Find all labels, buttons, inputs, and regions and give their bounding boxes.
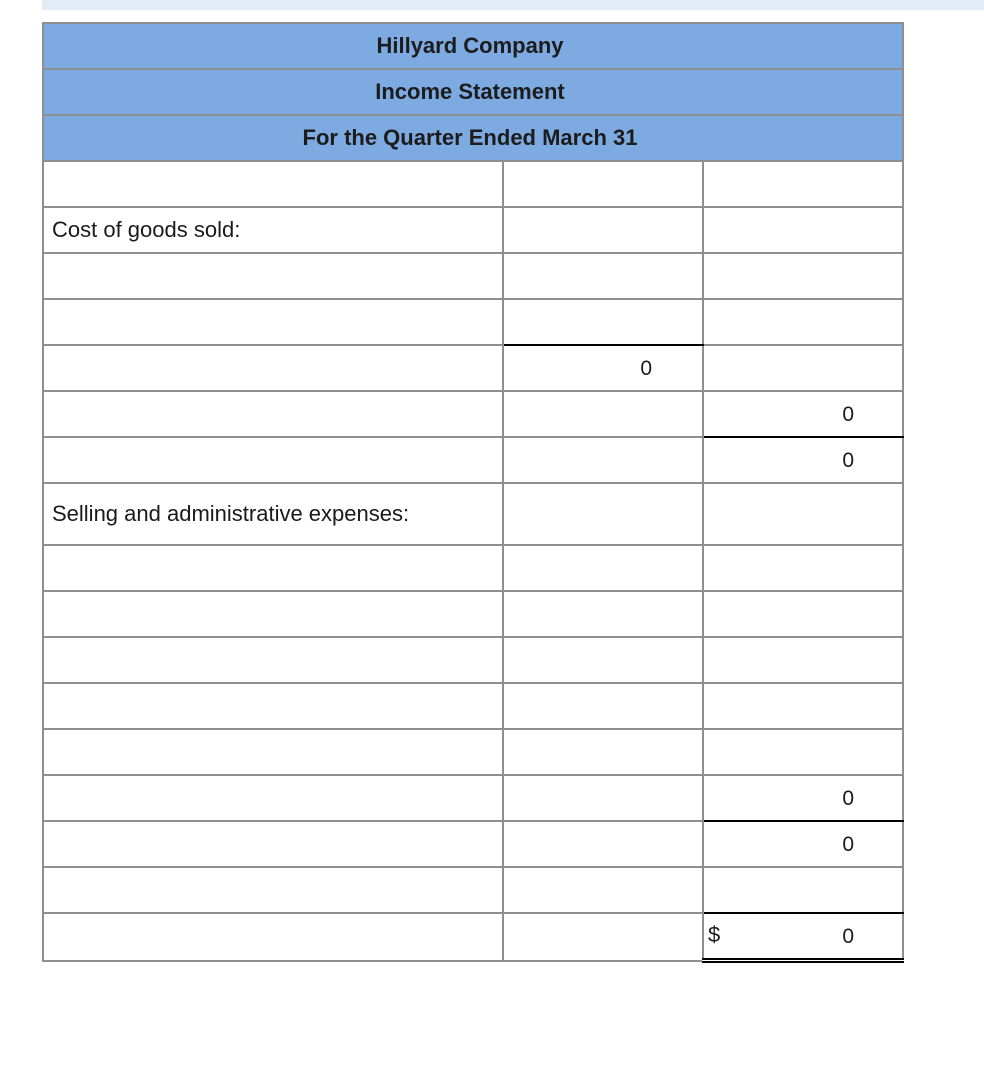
amount-input-col2[interactable] [503,913,703,961]
amount-input-col3[interactable] [703,545,903,591]
gross-margin-value: 0 [842,449,854,472]
amount-input-col2[interactable] [503,437,703,483]
amount-input-col3[interactable] [703,683,903,729]
currency-symbol: $ [708,922,721,947]
table-row [43,545,903,591]
amount-input-col2[interactable] [503,253,703,299]
amount-input-col2[interactable] [503,299,703,345]
amount-input-col3[interactable] [703,867,903,913]
label-input[interactable] [43,913,503,961]
label-input[interactable] [43,545,503,591]
label-input[interactable] [43,821,503,867]
header-row-period [43,115,903,161]
subtotal-value: 0 [640,357,652,380]
amount-input-col2[interactable] [503,207,703,253]
label-input[interactable] [43,729,503,775]
amount-input-col2[interactable] [503,729,703,775]
table-row [43,683,903,729]
table-row [43,483,903,545]
amount-input-col2[interactable] [503,391,703,437]
table-row [43,729,903,775]
selling-admin-total-cell [703,775,903,821]
subtotal-cell-col2 [503,345,703,391]
table-row [43,437,903,483]
table-row [43,637,903,683]
net-income-cell [703,913,903,961]
header-row-company [43,23,903,69]
amount-input-col3[interactable] [703,253,903,299]
label-input[interactable] [43,161,503,207]
period-label: For the Quarter Ended March 31 [302,125,638,150]
amount-input-col2[interactable] [503,867,703,913]
table-row [43,821,903,867]
amount-input-col3[interactable] [703,299,903,345]
amount-input-col3[interactable] [703,345,903,391]
table-row [43,867,903,913]
table-row [43,345,903,391]
statement-title: Income Statement [375,79,565,104]
selling-admin-total-value: 0 [842,787,854,810]
statement-title-cell [43,69,903,115]
cost-of-goods-sold-label: Cost of goods sold: [43,207,503,253]
net-income-value: 0 [842,925,854,948]
period-cell [43,115,903,161]
label-input[interactable] [43,637,503,683]
label-input[interactable] [43,253,503,299]
table-row [43,391,903,437]
amount-input-col3[interactable] [703,729,903,775]
table-row [43,913,903,961]
label-input[interactable] [43,775,503,821]
table-row [43,591,903,637]
operating-income-cell [703,821,903,867]
amount-input-col3[interactable] [703,161,903,207]
label-input[interactable] [43,437,503,483]
income-statement-table [42,22,904,963]
table-row [43,161,903,207]
label-input[interactable] [43,683,503,729]
cogs-total-value: 0 [842,403,854,426]
header-row-statement [43,69,903,115]
selling-admin-expenses-label: Selling and administrative expenses: [43,483,503,545]
amount-input-col2[interactable] [503,775,703,821]
table-row [43,207,903,253]
label-input[interactable] [43,391,503,437]
company-name: Hillyard Company [376,33,564,58]
amount-input-col2[interactable] [503,821,703,867]
amount-input-col3[interactable] [703,207,903,253]
table-row [43,253,903,299]
label-input[interactable] [43,591,503,637]
operating-income-value: 0 [842,833,854,856]
gross-margin-cell [703,437,903,483]
label-input[interactable] [43,299,503,345]
amount-input-col2[interactable] [503,545,703,591]
amount-input-col2[interactable] [503,683,703,729]
label-input[interactable] [43,867,503,913]
cogs-total-cell [703,391,903,437]
label-input[interactable] [43,345,503,391]
amount-input-col2[interactable] [503,637,703,683]
amount-input-col3[interactable] [703,591,903,637]
amount-input-col2[interactable] [503,483,703,545]
amount-input-col3[interactable] [703,483,903,545]
amount-input-col2[interactable] [503,591,703,637]
company-name-cell [43,23,903,69]
table-row [43,299,903,345]
top-strip [42,0,984,10]
table-row [43,775,903,821]
amount-input-col3[interactable] [703,637,903,683]
amount-input-col2[interactable] [503,161,703,207]
